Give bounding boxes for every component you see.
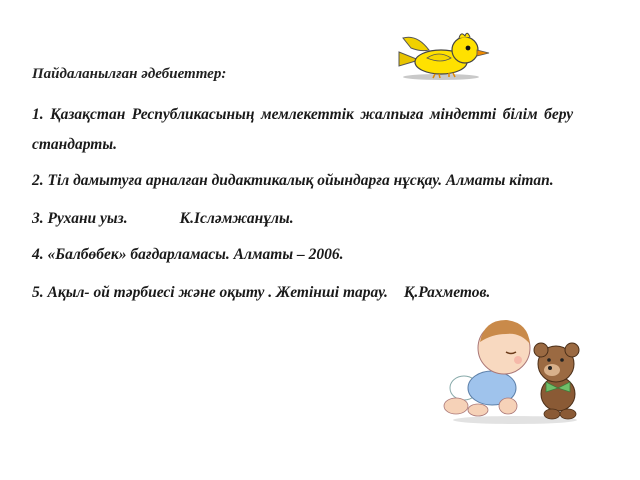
yellow-bird-icon [393,30,493,82]
reference-5-title: 5. Ақыл- ой тәрбиесі және оқыту . Жетінші тарау. [32,284,388,301]
reference-3 [32,210,294,228]
page-heading: Пайдаланылған әдебиеттер: [32,66,227,82]
reference-1-line-2: стандарты. [32,136,117,153]
reference-1-line-1: 1. Қазақстан Республикасының мемлекеттік жалпыға міндетті білім беру [32,106,574,123]
reference-4: 4. «Балбөбек» бағдарламасы. Алматы – 2006. [32,246,344,263]
reference-3-title: 3. Рухани уыз. [32,210,128,227]
reference-3-author: К.Ісләмжанұлы. [179,210,294,227]
baby-with-teddy-bear-icon [440,308,590,426]
reference-5-author: Қ.Рахметов. [403,284,491,301]
reference-2: 2. Тіл дамытуға арналған дидактикалық ойындарға нұсқау. Алматы кітап. [32,172,554,189]
reference-5 [32,284,490,302]
